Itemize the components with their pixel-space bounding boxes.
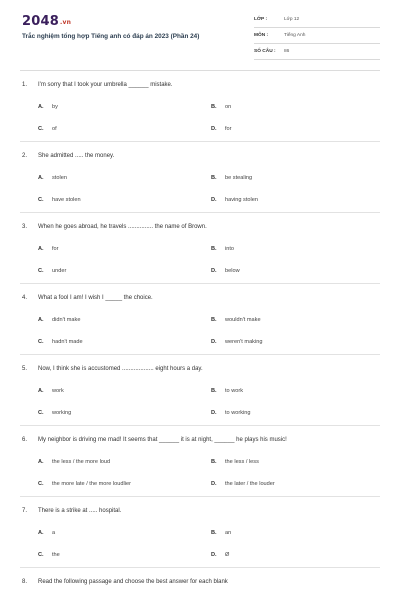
question-text: There is a strike at ..... hospital. [38,508,122,514]
question-text-line [22,579,228,585]
option-letter: B. [211,459,217,465]
option-text: to working [225,410,251,416]
option-text: be stealing [225,175,253,181]
option-b[interactable] [211,317,261,323]
question-text: I'm sorry that I took your umbrella ______ mistake. [38,82,173,88]
option-b[interactable] [211,459,259,465]
meta-row-class [254,12,380,28]
option-letter: A. [38,530,44,536]
option-text: on [225,104,232,110]
option-text: an [225,530,232,536]
option-letter: D. [211,197,217,203]
question-number: 1. [22,82,28,88]
meta-value: Lớp 12 [284,17,300,22]
option-d[interactable] [211,481,275,487]
meta-label: SỐ CÂU : [254,49,276,54]
option-a[interactable] [38,246,59,252]
option-text: of [52,126,57,132]
option-letter: C. [38,268,44,274]
option-letter: D. [211,481,217,487]
question-divider [20,354,380,355]
option-text: working [52,410,72,416]
option-letter: A. [38,246,44,252]
option-b[interactable] [211,246,234,252]
question-divider [20,496,380,497]
option-letter: A. [38,104,44,110]
meta-value: 86 [284,49,290,54]
meta-row-subject [254,28,380,44]
option-letter: C. [38,339,44,345]
option-text: for [52,246,59,252]
question-divider [20,141,380,142]
option-text: the [52,552,60,558]
option-text: didn't make [52,317,81,323]
option-c[interactable] [38,552,60,558]
page-header [0,0,400,70]
quiz-title: Trắc nghiệm tổng hợp Tiếng anh có đáp án 2023 (Phần 24) [22,33,200,40]
option-b[interactable] [211,104,231,110]
option-d[interactable] [211,410,251,416]
option-text: Ø [225,552,230,558]
question-number: 8. [22,579,28,585]
option-text: work [52,388,64,394]
option-c[interactable] [38,126,57,132]
question-text: When he goes abroad, he travels ............... the name of Brown. [38,224,207,230]
option-a[interactable] [38,530,55,536]
option-c[interactable] [38,268,66,274]
question-text: My neighbor is driving me mad! It seems that ______ it is at night, ______ he plays his music! [38,437,287,443]
site-logo[interactable] [22,14,71,29]
question-text-line [22,224,207,230]
option-a[interactable] [38,175,67,181]
question-divider [20,283,380,284]
option-letter: C. [38,126,44,132]
option-letter: B. [211,246,217,252]
option-text: the more late / the more loudlier [52,481,131,487]
option-letter: D. [211,410,217,416]
option-text: wouldn't make [225,317,261,323]
question-divider [20,212,380,213]
option-letter: A. [38,388,44,394]
option-text: stolen [52,175,67,181]
option-letter: D. [211,552,217,558]
question-number: 5. [22,366,28,372]
question-text-line [22,295,153,301]
question-text: Now, I think she is accustomed ................... eight hours a day. [38,366,203,372]
option-letter: B. [211,175,217,181]
question-text: She admitted ..... the money. [38,153,115,159]
question-number: 2. [22,153,28,159]
option-c[interactable] [38,339,83,345]
question-divider [20,567,380,568]
quiz-meta [254,12,380,60]
option-a[interactable] [38,459,110,465]
meta-value: Tiếng Anh [284,33,306,38]
option-d[interactable] [211,339,262,345]
option-letter: C. [38,410,44,416]
question-text: What a fool I am! I wish I _____ the choice. [38,295,153,301]
option-letter: B. [211,530,217,536]
option-a[interactable] [38,104,58,110]
option-b[interactable] [211,175,252,181]
question-text-line [22,82,173,88]
option-c[interactable] [38,410,71,416]
meta-label: LỚP : [254,17,268,22]
question-text-line [22,366,203,372]
option-text: to work [225,388,244,394]
option-text: by [52,104,58,110]
option-d[interactable] [211,126,232,132]
question-text-line [22,153,114,159]
option-text: hadn't made [52,339,83,345]
option-letter: C. [38,552,44,558]
option-text: a [52,530,56,536]
logo-suffix: .vn [59,19,72,26]
option-text: the later / the louder [225,481,275,487]
option-letter: A. [38,459,44,465]
question-divider [20,425,380,426]
question-text-line [22,437,287,443]
option-text: the less / the more loud [52,459,111,465]
option-text: having stolen [225,197,258,203]
option-b[interactable] [211,388,243,394]
option-c[interactable] [38,197,81,203]
header-divider [20,70,380,71]
option-a[interactable] [38,388,64,394]
option-c[interactable] [38,481,131,487]
option-letter: D. [211,268,217,274]
option-d[interactable] [211,197,258,203]
question-text-line [22,508,121,514]
option-text: weren't making [225,339,263,345]
option-text: have stolen [52,197,81,203]
option-a[interactable] [38,317,80,323]
question-text: Read the following passage and choose the best answer for each blank [38,579,228,585]
option-text: below [225,268,240,274]
question-number: 7. [22,508,28,514]
option-letter: A. [38,175,44,181]
option-d[interactable] [211,268,240,274]
question-number: 6. [22,437,28,443]
option-letter: B. [211,388,217,394]
meta-label: MÔN : [254,33,269,38]
question-number: 4. [22,295,28,301]
option-letter: B. [211,317,217,323]
option-d[interactable] [211,552,229,558]
option-text: under [52,268,67,274]
option-text: into [225,246,235,252]
option-text: for [225,126,232,132]
option-letter: A. [38,317,44,323]
option-letter: C. [38,481,44,487]
option-b[interactable] [211,530,231,536]
question-number: 3. [22,224,28,230]
option-letter: D. [211,126,217,132]
logo-main: 2048 [22,14,59,29]
option-letter: B. [211,104,217,110]
meta-row-count [254,44,380,60]
option-letter: D. [211,339,217,345]
option-letter: C. [38,197,44,203]
option-text: the less / less [225,459,259,465]
